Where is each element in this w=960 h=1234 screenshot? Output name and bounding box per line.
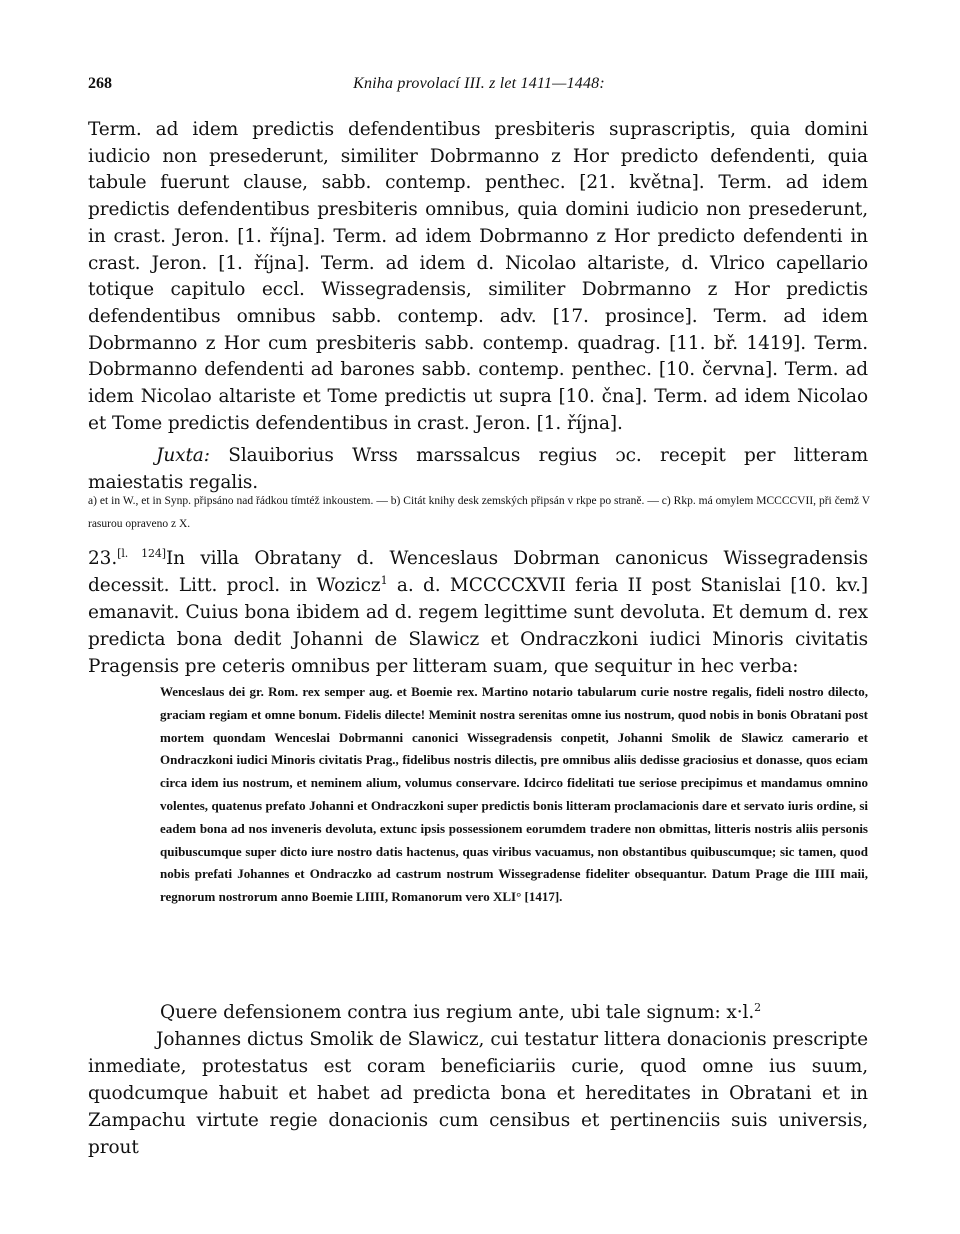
footnote-marker: 1 xyxy=(380,573,388,587)
entry-text-rest: a. d. MCCCCXVII feria II post Stanislai [10. kv.] emanavit. Cuius bona ibidem ad d. regem legittime sunt devoluta. Et demum d. rex predicta bona dedit Johanni de Slawicz et Ondraczkoni iudici Minoris civitatis Pragensis pre ceteris omnibus per litteram suam, que sequitur in hec verba: xyxy=(88,575,868,677)
running-title: Kniha provolací III. z let 1411—1448: xyxy=(353,75,605,92)
quere-text: Quere defensionem contra ius regium ante, ubi tale signum: x·l. xyxy=(160,1002,755,1023)
page-header xyxy=(88,72,870,98)
entry-number: 23. xyxy=(88,548,118,569)
entry-paragraph xyxy=(88,545,868,680)
juxta-paragraph xyxy=(88,443,868,496)
johannes-paragraph: Johannes dictus Smolik de Slawicz, cui testatur littera donacionis prescripte inmediate, protestatus est coram beneficiariis curie, quod omne ius suum, quodcumque habuit et habet ad predicta bona et hereditates in Obratani et in Zampachu virtute regie donacionis cum censibus et pertinenciis suis universis, prout xyxy=(88,1029,868,1158)
quere-line xyxy=(160,999,868,1026)
footnotes: a) et in W., et in Synp. připsáno nad řádkou tímtéž inkoustem. — b) Citát knihy desk zemských připsán v rkpe po straně. — c) Rkp. má omylem MCCCCVII, při čemž V rasurou opraveno z X. xyxy=(88,495,870,530)
entry-text-start: In villa Obratany d. Wenceslaus Dobrman canonicus Wissegradensis decessit. Litt. procl. in Wozicz xyxy=(88,548,868,596)
royal-letter-quote: Wenceslaus dei gr. Rom. rex semper aug. et Boemie rex. Martino notario tabularum curie nostre regalis, fideli nostro dilecto, graciam regiam et omne bonum. Fidelis dilecte! Meminit nostra serenitas omne ius nostrum, quod nobis in bonis Obratani post mortem quondam Wenceslai Dobrmanni canonici Wissegradensis conpetit, Johanni Smolik de Slawicz camerario et Ondraczkoni iudici Minoris civitatis Prag., fidelibus nostris dilectis, pre omnibus aliis dedisse graciosius et donasse, quos eciam circa idem ius nostrum, et neminem alium, volumus conservare. Idcirco fidelitati tue seriose precipimus et mandamus omnino volentes, quatenus prefato Johanni et Ondraczkoni super predictis bonis litteram proclamacionis dare et servato iuris ordine, si eadem bona ad nos inveneris devoluta, extunc ipsis possessionem eorumdem tradere non obmittas, litteris nostris aliis personis quibuscumque super dicto iure nostro datis hactenus, quas viribus vacuamus, non obstantibus quibuscumque; sic tamen, quod nobis prefati Johannes et Ondraczko ad castrum nostrum Wissegradense fideliter obsequantur. Datum Prage die IIII maii, regnorum nostrorum anno Boemie LIIII, Romanorum vero XLI° [1417]. xyxy=(160,684,868,905)
footnote-marker: 2 xyxy=(754,1000,762,1014)
page-number: 268 xyxy=(88,75,112,92)
juxta-label: Juxta: xyxy=(156,445,210,466)
folio-reference: [l. 124] xyxy=(117,546,166,560)
terms-paragraph: Term. ad idem predictis defendentibus presbiteris suprascriptis, quia domini iudicio non presederunt, similiter Dobrmanno z Hor predicto defendenti, quia tabule fuerunt clause, sabb. contemp. penthec. [21. května]. Term. ad idem predictis defendentibus presbiteris omnibus, quia domini iudicio non presederunt, in crast. Jeron. [1. října]. Term. ad idem Dobrmanno z Hor predicto defendenti in crast. Jeron. [1. října]. Term. ad idem d. Nicolao altariste, d. Vlrico capellario totique capitulo eccl. Wissegradensis, similiter Dobrmanno z Hor predictis defendentibus omnibus sabb. contemp. adv. [17. prosince]. Term. ad idem Dobrmanno z Hor cum presbiteris sabb. contemp. quadrag. [11. bř. 1419]. Term. Dobrmanno defendenti ad barones sabb. contemp. penthec. [10. června]. Term. ad idem Nicolao altariste et Tome predictis ut supra [10. čna]. Term. ad idem Nicolao et Tome predictis defendentibus in crast. Jeron. [1. října]. xyxy=(88,119,868,434)
juxta-text: Slauiborius Wrss marssalcus regius ɔc. recepit per litteram maiestatis regalis. xyxy=(88,445,869,493)
